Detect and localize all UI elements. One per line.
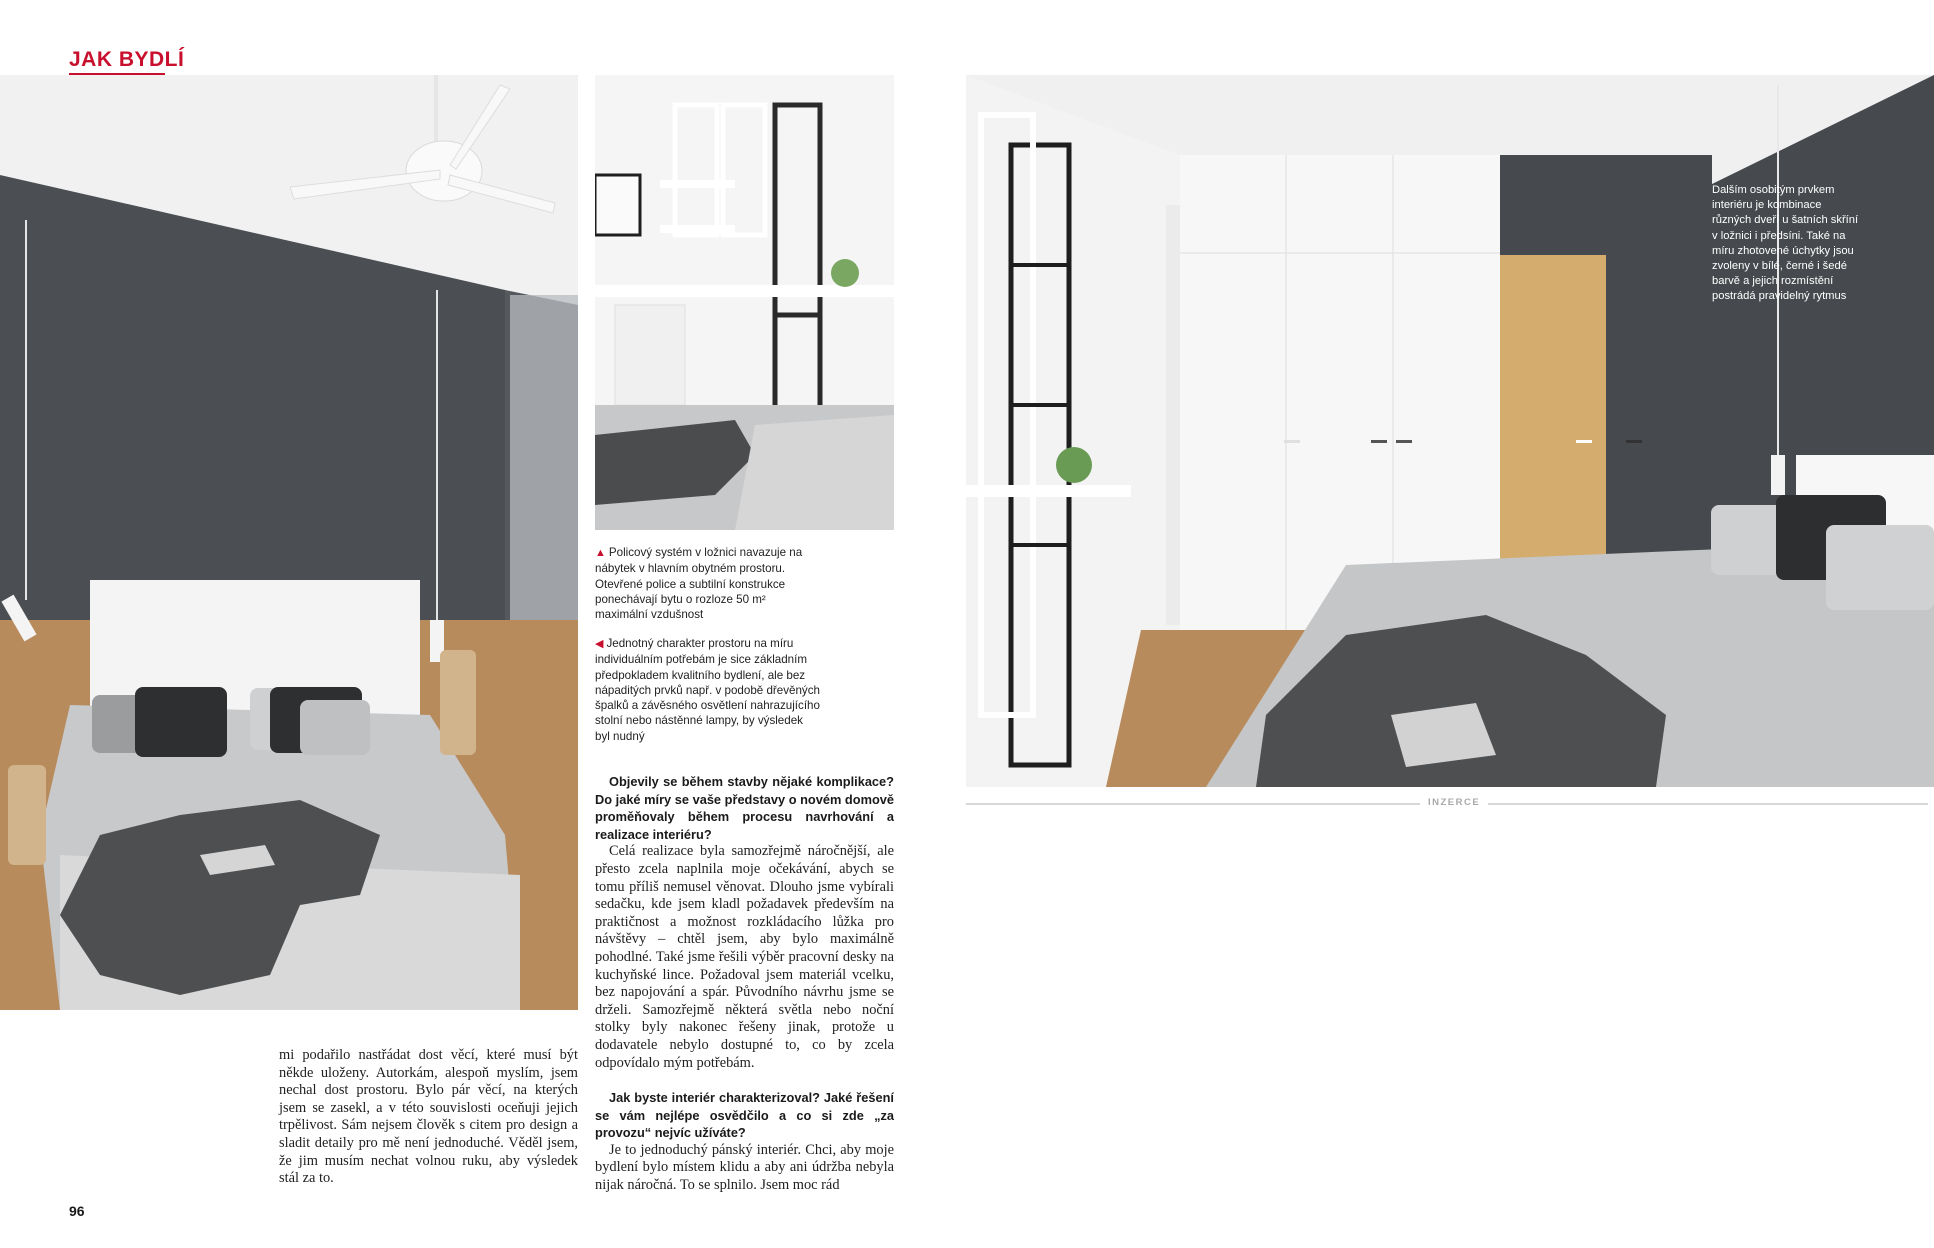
article-column-right [595, 773, 894, 1195]
bedroom-photo [0, 75, 578, 1010]
shelf-caption-text: Policový systém v ložnici navazuje na nábytek v hlavním obytném prostoru. Otevřené police a subtilní konstrukce ponechávají bytu o rozloze 50 m² maximální vzdušnost [595, 546, 803, 622]
interview-question: Objevily se během stavby nějaké komplikace? Do jaké míry se vaše představy o novém domově proměňovaly během procesu navrhování a realizace interiéru? [595, 774, 894, 842]
section-label: JAK BYDLÍ [69, 48, 185, 71]
wardrobe-caption: Dalším osobitým prvkem interiéru je kombinace různých dveří u šatních skříní v ložnici i předsíni. Také na míru zhotovené úchytky jsou zvoleny v bílé, černé i šedé barvě a jejich rozmístění postrádá pravidelný rytmus [1712, 184, 1859, 303]
caption-arrow-left-icon: ◀ [595, 638, 604, 650]
shelving-photo [595, 75, 894, 530]
page-number: 96 [69, 1203, 85, 1219]
article-column-left [279, 1047, 578, 1188]
interview-answer: Celá realizace byla samozřejmě náročnější, ale přesto zcela naplnila moje očekávání, abych se tomu příliš nemusel věnovat. Dlouho jsme vybírali sedačku, kde jsem kladl požadavek především na praktičnost a možnost rozkládacího lůžka pro návštěvy – chtěl jsem, aby bylo maximálně pohodlné. Také jsme řešili výběr pracovní desky na kuchyňské lince. Požadoval jsem materiál vcelku, bez napojování a spár. Původního návrhu jsme se drželi. Samozřejmě některá světla nebo noční stolky byly nakonec řešeny jinak, protože u dodavatele nebylo dostupné to, co by zcela odpovídalo mým potřebám. [595, 843, 894, 1071]
shelf-caption [595, 545, 820, 622]
article-paragraph: mi podařilo nastřádat dost věcí, které musí být někde uloženy. Autorkám, alespoň myslím, jsem nechal dost prostoru. Bylo pár věcí, na kterých jsem se zasekl, a v této souvislosti oceňuji jejich trpělivost. Sám nejsem člověk s citem pro design a sladit detaily pro mě není jednoduché. Věděl jsem, že jim musím nechat volnou ruku, aby výsledek stál za to. [279, 1047, 578, 1187]
wardrobe-photo [966, 75, 1934, 787]
caption-triangle-icon: ▲ [595, 547, 606, 559]
character-caption-text: Jednotný charakter prostoru na míru individuálním potřebám je sice základním předpokladem kvalitního bydlení, ale bez nápaditých prvků např. v podobě dřevěných špalků a závěsného osvětlení nahrazujícího stolní nebo nástěnné lampy, by výsledek byl nudný [595, 637, 820, 743]
interview-answer: Je to jednoduchý pánský interiér. Chci, aby moje bydlení bylo místem klidu a aby ani údržba nebyla nijak náročná. To se splnilo. Jsem moc rád [595, 1141, 894, 1194]
character-caption [595, 636, 820, 744]
interview-question: Jak byste interiér charakterizoval? Jaké řešení se vám nejlépe osvědčilo a co si zde „za provozu“ nejvíc užíváte? [595, 1090, 894, 1141]
ad-label: INZERCE [1420, 797, 1488, 808]
